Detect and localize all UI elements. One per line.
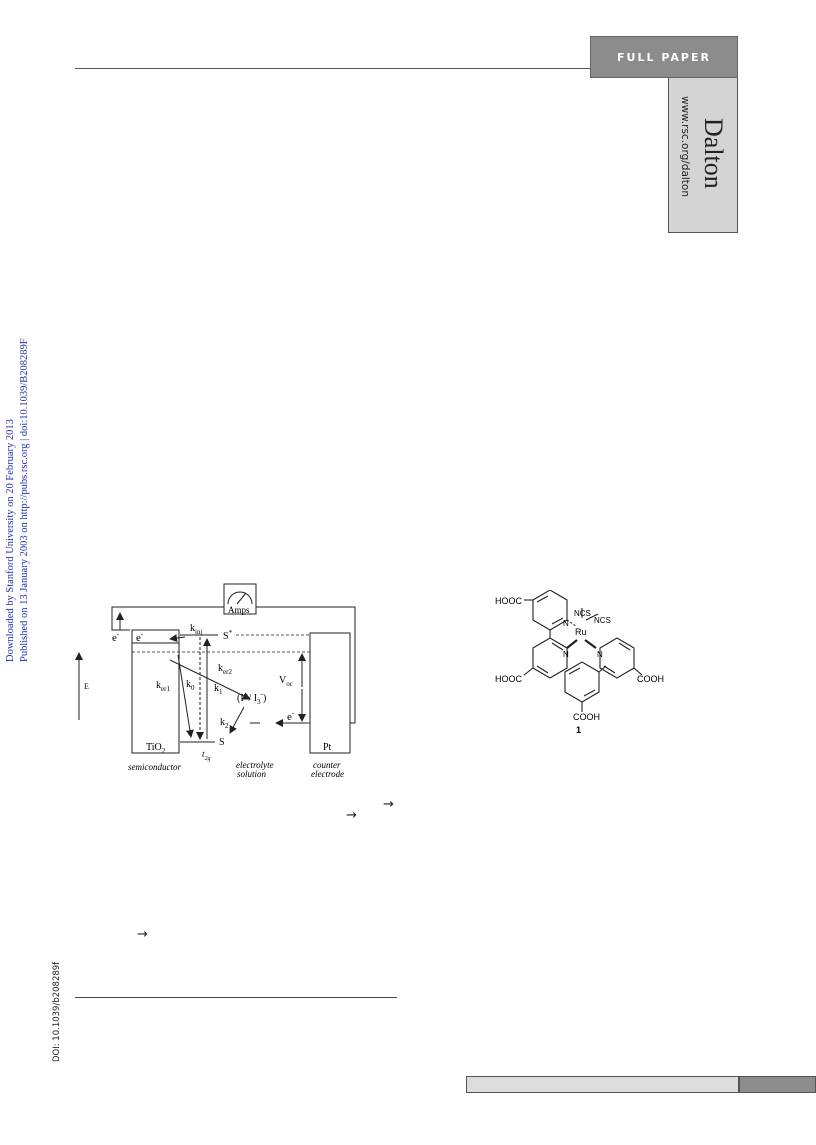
pyridine-ring-right: [600, 638, 634, 678]
energy-diagram: [70, 575, 400, 790]
ncs-label-2: NCS: [594, 616, 611, 625]
reaction-arrow-1: →: [383, 797, 394, 812]
electron-label-cb: e-: [136, 630, 144, 644]
ruthenium-complex-structure: [490, 590, 700, 760]
n-right-label: N: [597, 650, 603, 659]
k2-label: $k_2$: [220, 717, 229, 730]
reaction-arrow-3: →: [137, 927, 148, 942]
s-star-label: S*: [223, 629, 233, 642]
electron-label-left: e-: [112, 630, 120, 644]
pyridine-ring-middle: [533, 638, 567, 678]
k-inj-label: $k_{inj}$: [190, 623, 203, 636]
pt-label: Pt: [323, 742, 332, 753]
header-rule: [75, 68, 590, 69]
ncs-label-1: NCS: [574, 609, 591, 618]
electrolyte-label-2: solution: [237, 769, 267, 779]
hooc-top-label: HOOC: [495, 596, 522, 606]
journal-name: Dalton: [699, 118, 728, 189]
k1-label: $k_1$: [214, 683, 223, 696]
doi-label: DOI: 10.1039/b208289f: [52, 961, 62, 1062]
injection-arrow: [170, 637, 185, 639]
cooh-bottom-label: COOH: [573, 712, 600, 722]
footnote-rule: [75, 997, 397, 998]
pyridine-ring-top: [533, 590, 567, 630]
journal-url[interactable]: www.rsc.org/dalton: [679, 96, 691, 198]
n-top-label: N: [563, 619, 569, 628]
footer-bar-light: [466, 1076, 739, 1093]
ker2-label: $k_{er2}$: [218, 663, 232, 676]
amps-label: Amps: [228, 605, 250, 615]
k0-label: $k_0$: [186, 679, 195, 692]
section-tab: [590, 36, 738, 78]
counter-label-1: counter: [313, 760, 341, 770]
compound-number: 1: [576, 725, 582, 735]
pt-electrode-box: [310, 633, 350, 753]
voc-label: $V_{oc}$: [279, 675, 293, 688]
redox-couple-label: $(I^- / I_3^-)$: [237, 690, 267, 706]
hooc-left-label: HOOC: [495, 674, 522, 684]
reaction-arrow-2: →: [346, 808, 357, 823]
t2g-label: $t_{2g}$: [202, 749, 211, 762]
circuit-wire-left: [112, 607, 224, 630]
energy-axis-label: E: [84, 682, 89, 691]
electrolyte-label-1: electrolyte: [236, 760, 274, 770]
semiconductor-label: semiconductor: [128, 762, 181, 772]
tio2-label: TiO$_2$: [146, 742, 166, 755]
phenyl-ring: [565, 662, 599, 702]
ru-label: Ru: [575, 627, 587, 637]
n-middle-label: N: [563, 650, 569, 659]
published-line[interactable]: Published on 13 January 2003 on http://pubs.rsc.org | doi:10.1039/B208289F: [19, 338, 30, 662]
ker1-label: $k_{er1}$: [156, 680, 170, 693]
k2-arrow: [230, 707, 244, 733]
cooh-right-label: COOH: [637, 674, 664, 684]
circuit-wire-right: [256, 607, 355, 723]
download-line: Downloaded by Stanford University on 20 February 2013: [5, 419, 16, 662]
section-label: FULL PAPER: [617, 50, 711, 64]
tio2-box: [132, 630, 179, 753]
electron-label-right: e-: [287, 709, 295, 723]
footer-bar-dark: [739, 1076, 816, 1093]
counter-label-2: electrode: [311, 769, 345, 779]
s-label: S: [219, 737, 225, 748]
download-watermark: [4, 338, 32, 662]
